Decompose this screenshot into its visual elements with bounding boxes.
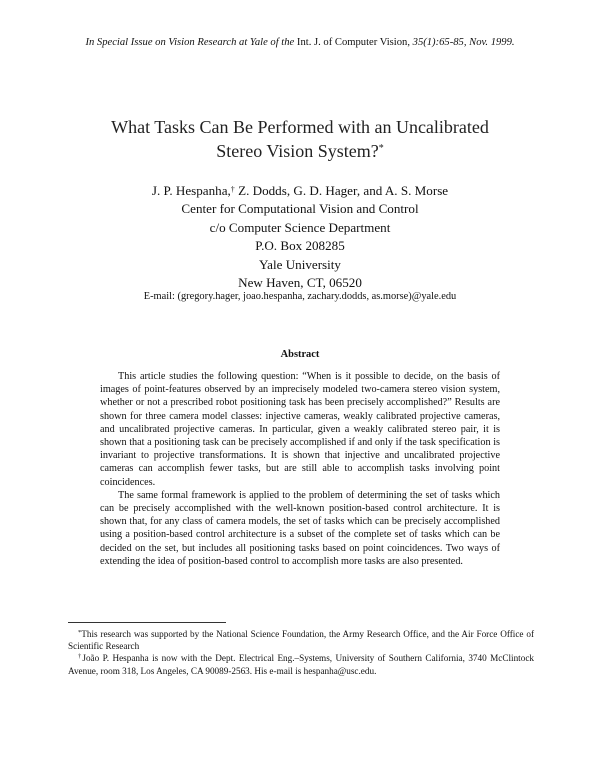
authors-rest: Z. Dodds, G. D. Hager, and A. S. Morse [238, 183, 449, 198]
authors-line [40, 182, 560, 200]
title-line-1: What Tasks Can Be Performed with an Uncalibrated [111, 117, 489, 137]
publication-note [0, 36, 600, 50]
author-first: J. P. Hespanha, [151, 183, 231, 198]
affiliation-line: New Haven, CT, 06520 [238, 275, 362, 291]
footnote-marker: † [78, 653, 83, 661]
abstract-heading: Abstract [280, 349, 320, 360]
paper-title [40, 115, 560, 163]
title-footnote-marker: * [378, 143, 384, 154]
affiliation-line: Center for Computational Vision and Control [181, 201, 419, 217]
footnote-text: João P. Hespanha is now with the Dept. Electrical Eng.–Systems, University of Southern California, 3740 McClintock Avenue, room 318, Los Angeles, CA 90089-2563. His e-mail is hespanha@usc.edu. [68, 653, 534, 676]
publication-note-prefix: In Special Issue on Vision Research at Yale of the [85, 37, 295, 48]
abstract-paragraph: The same formal framework is applied to the problem of determining the set of tasks which can be precisely accomplished with the well-known position-based control architecture. It is shown that, for any class of camera models, the set of tasks which can be precisely accomplished using a position-based control architecture is a subset of the complete set of tasks which can be decided on the set, but includes all positioning tasks based on point coincidences. Two ways of extending the idea of position-based control to accomplish more tasks are also presented. [100, 489, 500, 567]
affiliation-line: P.O. Box 208285 [255, 238, 345, 254]
footnotes [68, 628, 534, 677]
title-line-2-text: Stereo Vision System? [216, 141, 379, 161]
author-footnote-marker: † [230, 185, 235, 194]
affiliation-line: c/o Computer Science Department [209, 219, 391, 235]
footnote-marker: * [78, 629, 82, 636]
contact-email: E-mail: (gregory.hager, joao.hespanha, zachary.dodds, as.morse)@yale.edu [143, 291, 457, 302]
publication-note-suffix: 35(1):65-85, Nov. 1999. [412, 37, 515, 48]
title-line-2 [40, 139, 560, 163]
affiliation-line: Yale University [259, 256, 341, 272]
abstract-body [100, 370, 500, 568]
publication-note-journal: Int. J. of Computer Vision, [296, 37, 410, 48]
footnote [68, 652, 534, 676]
footnote-rule [68, 622, 226, 623]
author-block [40, 182, 560, 292]
footnote-text: This research was supported by the National Science Foundation, the Army Research Office, and the Air Force Office of Scientific Research [68, 629, 534, 652]
footnote [68, 628, 534, 652]
abstract-paragraph: This article studies the following question: “When is it possible to decide, on the basis of images of point-features observed by an imprecisely modeled two-camera stereo vision system, whether or not a prescribed robot positioning task has been precisely accomplished?” Results are shown for three camera model classes: injective cameras, weakly calibrated projective cameras, and uncalibrated projective cameras. In particular, given a weakly calibrated stereo pair, it is shown that a positioning task can be precisely accomplished if and only if the task specification is invariant to projective transformations. It is shown that injective and uncalibrated projective cameras can accomplish fewer tasks, but are still able to accomplish tasks involving point coincidences. [100, 371, 500, 488]
